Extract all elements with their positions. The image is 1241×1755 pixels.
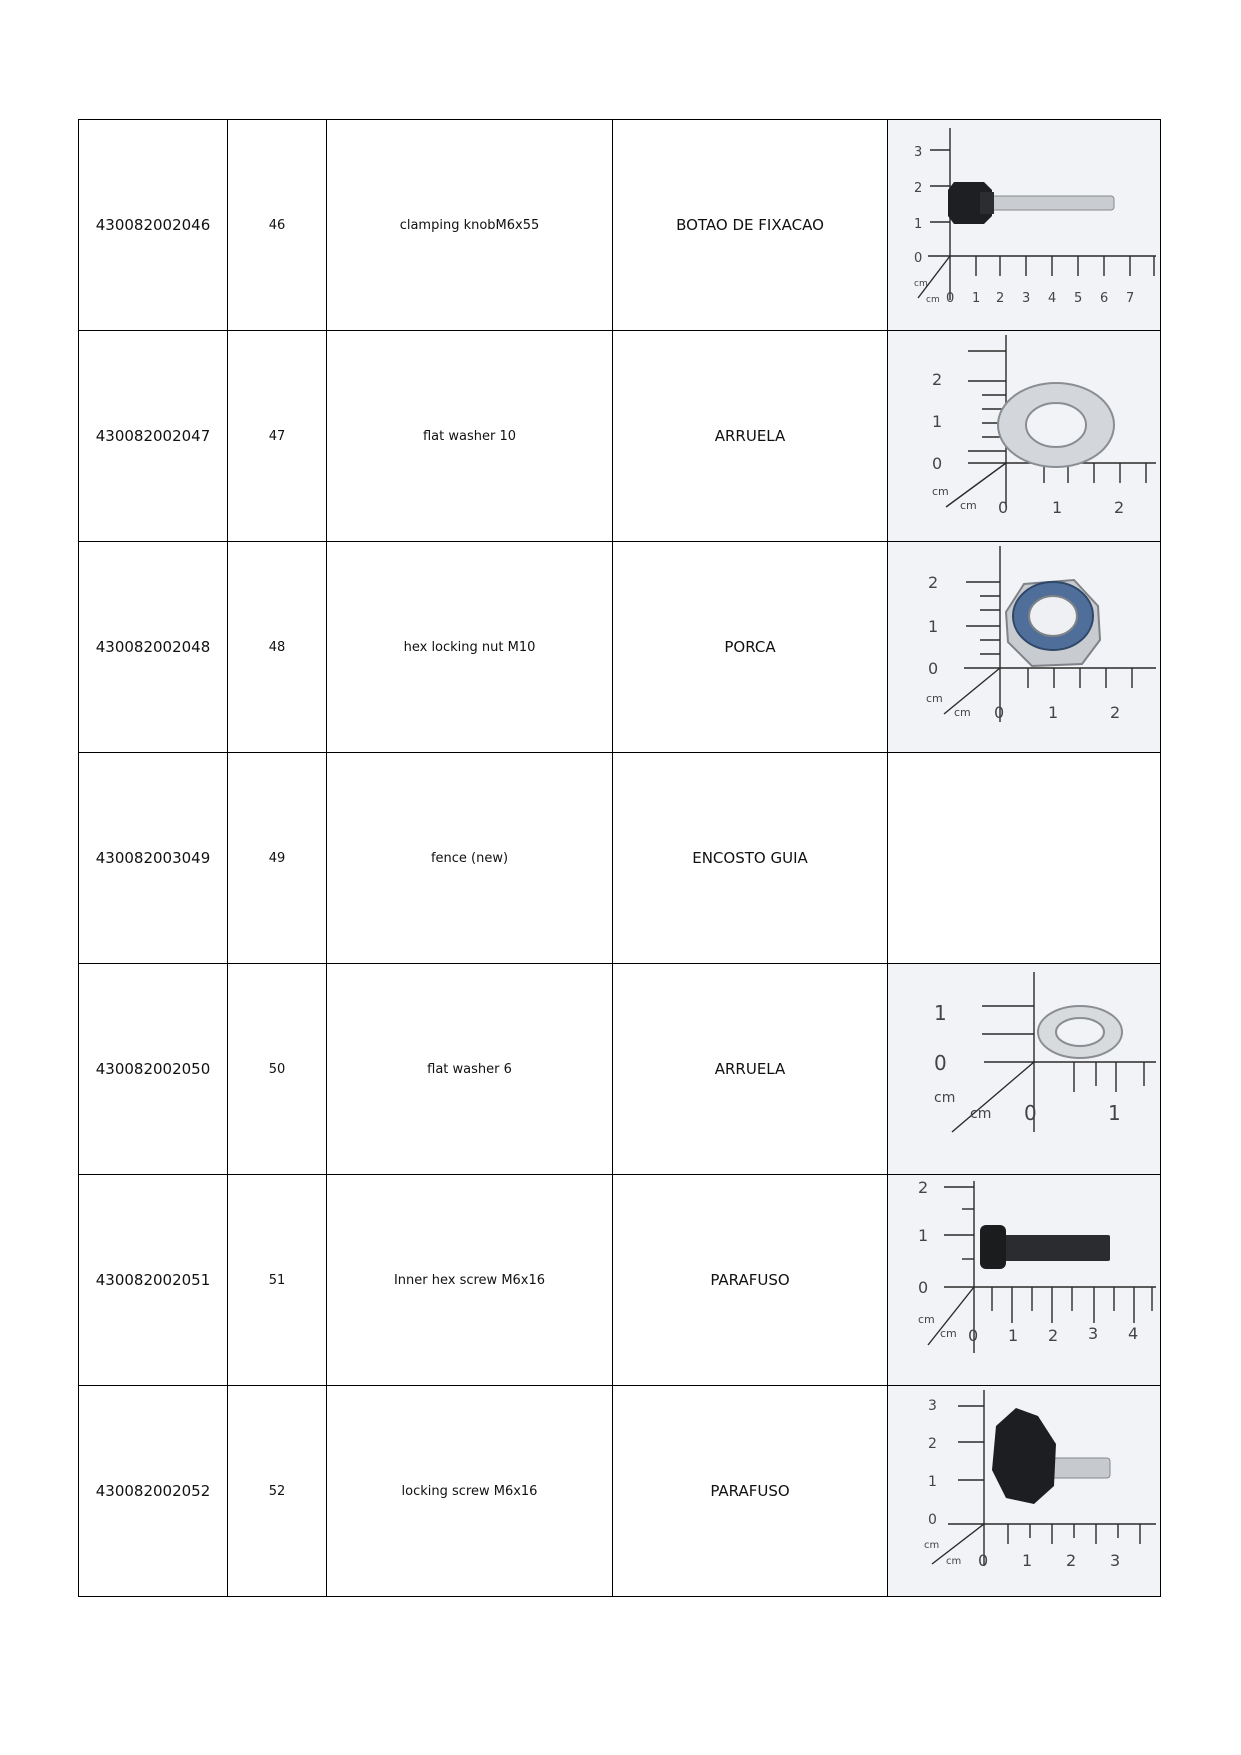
x-label: 3 (1110, 1551, 1121, 1570)
table-row (79, 1175, 1161, 1386)
item-number: 49 (228, 753, 327, 964)
description-en: flat washer 10 (327, 331, 613, 542)
y-label: 1 (928, 617, 939, 636)
description-pt: PORCA (613, 542, 888, 753)
x-label: 6 (1100, 291, 1109, 306)
x-label: 2 (1066, 1551, 1077, 1570)
flat-washer-icon (998, 383, 1114, 467)
item-number: 47 (228, 331, 327, 542)
y-label: 2 (928, 573, 939, 592)
part-code: 430082002052 (79, 1386, 228, 1597)
x-label: 0 (978, 1551, 989, 1570)
y-label: 0 (914, 251, 923, 266)
flat-washer-photo (888, 331, 1160, 541)
table-row (79, 964, 1161, 1175)
x-label: 4 (1128, 1324, 1139, 1343)
part-photo-cell (888, 1386, 1161, 1597)
y-label: 0 (918, 1278, 929, 1297)
description-en: hex locking nut M10 (327, 542, 613, 753)
y-label: 2 (932, 370, 943, 389)
x-label: 0 (994, 703, 1005, 722)
x-label: 1 (1048, 703, 1059, 722)
x-label: 2 (1110, 703, 1121, 722)
table-row (79, 1386, 1161, 1597)
hex-screw-icon (980, 1225, 1110, 1269)
part-photo-cell (888, 1175, 1161, 1386)
y-label: 0 (928, 1512, 937, 1528)
description-en: fence (new) (327, 753, 613, 964)
unit-label: cm (914, 279, 928, 289)
part-code: 430082002046 (79, 120, 228, 331)
y-label: 1 (932, 412, 943, 431)
part-code: 430082002051 (79, 1175, 228, 1386)
table-row (79, 120, 1161, 331)
y-label: 1 (918, 1226, 929, 1245)
x-label: 1 (972, 291, 981, 306)
part-photo-cell (888, 964, 1161, 1175)
x-label: 4 (1048, 291, 1057, 306)
small-washer-photo (888, 964, 1160, 1174)
description-en: locking screw M6x16 (327, 1386, 613, 1597)
unit-label: cm (970, 1106, 992, 1122)
part-photo-cell (888, 120, 1161, 331)
item-number: 51 (228, 1175, 327, 1386)
description-pt: BOTAO DE FIXACAO (613, 120, 888, 331)
table-row (79, 331, 1161, 542)
unit-label: cm (932, 485, 949, 498)
x-label: 7 (1126, 291, 1135, 306)
x-label: 1 (1022, 1551, 1033, 1570)
part-code: 430082002048 (79, 542, 228, 753)
x-label: 0 (946, 291, 955, 306)
hex-nut-icon (1006, 580, 1100, 666)
x-label: 1 (1108, 1101, 1121, 1125)
locking-screw-photo (888, 1386, 1160, 1596)
x-label: 3 (1088, 1324, 1099, 1343)
unit-label: cm (918, 1313, 935, 1326)
unit-label: cm (940, 1327, 957, 1340)
part-photo-cell-empty (888, 753, 1161, 964)
item-number: 52 (228, 1386, 327, 1597)
unit-label: cm (926, 692, 943, 705)
cm-scale (928, 1181, 1156, 1353)
description-pt: PARAFUSO (613, 1175, 888, 1386)
x-label: 1 (1008, 1326, 1019, 1345)
x-label: 0 (968, 1326, 979, 1345)
item-number: 50 (228, 964, 327, 1175)
y-label: 2 (918, 1178, 929, 1197)
part-photo-cell (888, 331, 1161, 542)
x-label: 5 (1074, 291, 1083, 306)
clamping-knob-icon (948, 182, 1114, 224)
unit-label: cm (926, 295, 940, 305)
table-row (79, 542, 1161, 753)
y-label: 0 (934, 1051, 947, 1075)
y-label: 2 (928, 1436, 937, 1452)
description-pt: ARRUELA (613, 331, 888, 542)
y-label: 3 (928, 1398, 937, 1414)
unit-label: cm (924, 1540, 940, 1551)
y-label: 2 (914, 181, 923, 196)
y-label: 1 (928, 1474, 937, 1490)
item-number: 46 (228, 120, 327, 331)
description-en: Inner hex screw M6x16 (327, 1175, 613, 1386)
part-code: 430082003049 (79, 753, 228, 964)
table-row (79, 753, 1161, 964)
x-label: 2 (996, 291, 1005, 306)
x-label: 0 (998, 498, 1009, 517)
x-label: 2 (1048, 1326, 1059, 1345)
y-label: 1 (934, 1001, 947, 1025)
part-code: 430082002050 (79, 964, 228, 1175)
item-number: 48 (228, 542, 327, 753)
unit-label: cm (954, 706, 971, 719)
x-label: 3 (1022, 291, 1031, 306)
description-pt: ENCOSTO GUIA (613, 753, 888, 964)
clamping-knob-photo (888, 120, 1160, 330)
locking-screw-icon (992, 1408, 1110, 1504)
description-en: flat washer 6 (327, 964, 613, 1175)
hex-nut-photo (888, 542, 1160, 752)
description-pt: ARRUELA (613, 964, 888, 1175)
y-label: 3 (914, 145, 923, 160)
part-code: 430082002047 (79, 331, 228, 542)
description-pt: PARAFUSO (613, 1386, 888, 1597)
y-label: 0 (928, 659, 939, 678)
part-photo-cell (888, 542, 1161, 753)
x-label: 2 (1114, 498, 1125, 517)
description-en: clamping knobM6x55 (327, 120, 613, 331)
y-label: 1 (914, 217, 923, 232)
x-label: 1 (1052, 498, 1063, 517)
y-label: 0 (932, 454, 943, 473)
parts-table (78, 119, 1161, 1597)
x-label: 0 (1024, 1101, 1037, 1125)
small-washer-icon (1038, 1006, 1122, 1058)
hex-screw-photo (888, 1175, 1160, 1385)
unit-label: cm (960, 499, 977, 512)
unit-label: cm (946, 1556, 962, 1567)
unit-label: cm (934, 1090, 956, 1106)
